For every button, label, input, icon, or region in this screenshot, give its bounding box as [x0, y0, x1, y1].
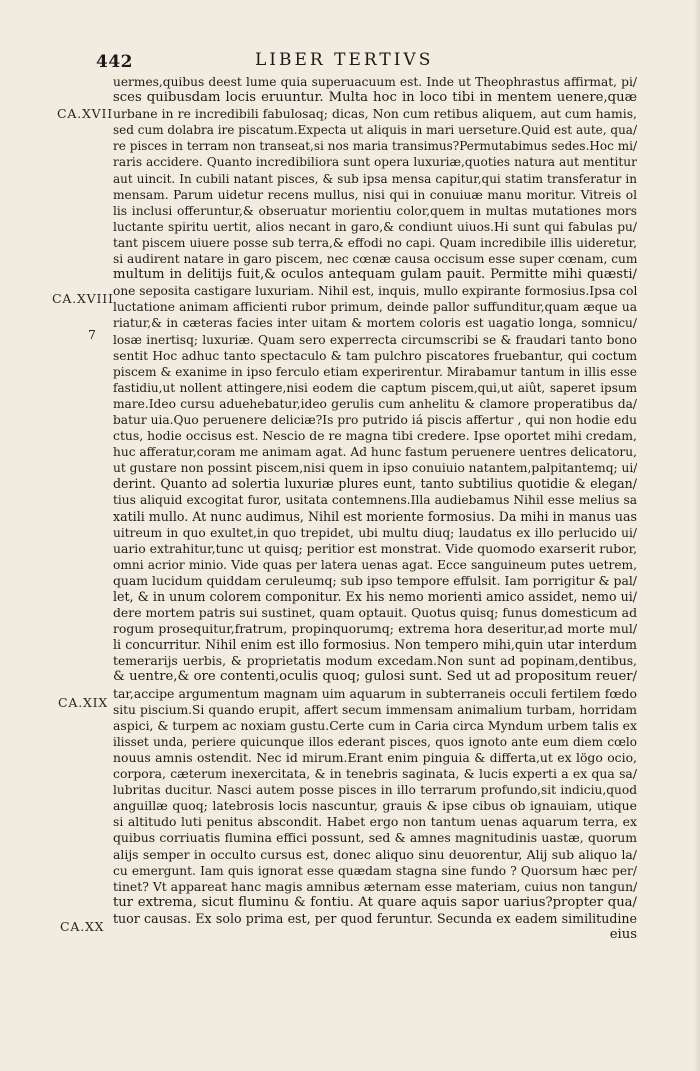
text-line: rogum prosequitur,fratrum, propinquorumq; extrema hora deseritur,ad morte mul/ [113, 621, 637, 637]
text-line: tant piscem uiuere posse sub terra,& effodi no capi. Quam incredibile illis uideretur, [113, 235, 637, 250]
text-line: xatili mullo. At nunc audimus, Nihil est moriente formosius. Da mihi in manus uas [113, 508, 637, 524]
text-line: corpora, cæterum inexercitata, & in tenebris saginata, & lucis experti a ex qua sa/ [113, 766, 637, 782]
text-line: mare.Ideo cursu aduehebatur,ideo gerulis cum anhelitu & clamore properatibus da/ [113, 396, 637, 411]
text-line: quibus corriuatis flumina effici possunt, sed & amnes magnitudinis uastæ, quorum [113, 830, 637, 846]
text-line: piscem & exanime in ipso ferculo etiam experirentur. Mirabamur tantum in illis esse [113, 364, 637, 379]
text-line: urbane in re incredibili fabulosaq; dicas, Non cum retibus aliquem, aut cum hamis, [113, 106, 637, 122]
text-line: fastidiu,ut nollent attingere,nisi eodem die captum piscem,qui,ut aiût, saperet ipsum [113, 380, 637, 395]
text-line: uitreum in quo exultet,in quo trepidet, ubi multu diuq; laudatus ex illo perlucido ui/ [113, 525, 637, 540]
text-line: situ piscium.Si quando erupit, affert secum immensam animalium turbam, horridam [113, 702, 637, 717]
text-line: tius aliquid excogitat furor, usitata contemnens.Illa audiebamus Nihil esse melius sa [113, 493, 637, 508]
text-line: si audirent natare in garo piscem, nec cœnæ causa occisum esse super cœnam, cum [113, 252, 637, 267]
text-line: sces quibusdam locis eruuntur. Multa hoc in loco tibi in mentem uenere,quæ [113, 90, 637, 106]
text-line: let, & in unum colorem componitur. Ex his nemo morienti amico assidet, nemo ui/ [113, 589, 637, 604]
text-line: nouus amnis ostendit. Nec id mirum.Erant enim pinguia & differta,ut ex lögo ocio, [113, 749, 637, 765]
text-line: luctante spiritu uertit, alios necant in garo,& condiunt uiuos.Hi sunt qui fabulas pu/ [113, 219, 637, 234]
text-line: sentit Hoc adhuc tanto spectaculo & tam pulchro piscatores fruebantur, qui coctum [113, 348, 637, 363]
text-line: tinet? Vt appareat hanc magis amnibus æternam esse materiam, cuius non tangun/ [113, 878, 637, 894]
text-line: aspici, & turpem ac noxiam gustu.Certe cum in Caria circa Myndum urbem talis ex [113, 717, 637, 733]
margin-chapter-17: CA.XVII [57, 106, 113, 121]
text-line: re pisces in terram non transeat,si nos maria transimus?Permutabimus sedes.Hoc mi/ [113, 139, 637, 154]
text-line: huc afferatur,coram me animam agat. Ad hunc fastum peruenere uentres delicatoru, [113, 445, 637, 460]
text-line: si altitudo luti penitus abscondit. Habet ergo non tantum uenas aquarum terra, ex [113, 814, 637, 830]
text-line: losæ inertisq; luxuriæ. Quam sero experrecta circumscribi se & fraudari tanto bono [113, 332, 637, 347]
text-line: lubritas ducitur. Nasci autem posse pisces in illo terrarum profundo,sit indiciu,quod [113, 783, 637, 798]
margin-chapter-19: CA.XIX [58, 695, 109, 710]
text-line: omni acrior minio. Vide quas per latera uenas agat. Ecce sanguineum putes uetrem, [113, 557, 637, 572]
text-line: tar,accipe argumentum magnam uim aquarum in subterraneis occuli fertilem fœdo [113, 685, 637, 701]
margin-note-7: 7 [88, 327, 97, 342]
text-line: aut uincit. In cubili natant pisces, & sub ipsa mensa capitur,qui statim transferatur in [113, 171, 637, 186]
text-line: riatur,& in cæteras facies inter uitam & mortem coloris est uagatio longa, somnicu/ [113, 316, 637, 331]
text-line: tur extrema, sicut fluminu & fontiu. At quare aquis sapor uarius?propter qua/ [113, 894, 637, 910]
text-line: batur uia.Quo peruenere deliciæ?Is pro putrido iá piscis affertur , qui non hodie edu [113, 412, 637, 427]
text-line: & uentre,& ore contenti,oculis quoq; gulosi sunt. Sed ut ad propositum reuer/ [113, 669, 637, 685]
text-line: sed cum dolabra ire piscatum.Expecta ut aliquis in mari uerseture.Quid est aute, qua/ [113, 123, 637, 138]
text-line: ilisset unda, periere quicunque illos ederant pisces, quos ignoto ante eum diem cœlo [113, 734, 637, 749]
text-line: uermes,quibus deest lume quia superuacuum est. Inde ut Theophrastus affirmat, pi/ [113, 75, 637, 89]
text-line: tuor causas. Ex solo prima est, per quod feruntur. Secunda ex eadem similitudine [113, 910, 637, 926]
text-line: cu emergunt. Iam quis ignorat esse quædam stagna sine fundo ? Quorsum hæc per/ [113, 863, 637, 878]
text-line: luctatione animam afficienti rubor primum, deinde pallor suffunditur,quam æque ua [113, 300, 637, 315]
margin-chapter-18: CA.XVIII [52, 291, 114, 306]
text-line: ctus, hodie occisus est. Nescio de re magna tibi credere. Ipse oportet mihi credam, [113, 428, 637, 444]
text-line: multum in delitijs fuit,& oculos antequam gulam pauit. Permitte mihi quæsti/ [113, 267, 637, 283]
page-number: 442 [96, 52, 133, 72]
text-line: dere mortem patris sui sustinet, quam optauit. Quotus quisq; funus domesticum ad [113, 605, 637, 621]
text-line: mensam. Parum uidetur recens mullus, nisi qui in conuiuæ manu moritur. Vitreis ol [113, 187, 637, 202]
margin-chapter-20: CA.XX [60, 919, 105, 934]
text-line: one seposita castigare luxuriam. Nihil est, inquis, mullo expirante formosius.Ipsa col [113, 284, 637, 299]
text-line: raris accidere. Quanto incredibiliora sunt opera luxuriæ,quoties natura aut mentitur [113, 155, 637, 170]
text-line: temerarijs uerbis, & proprietatis modum excedam.Non sunt ad popinam,dentibus, [113, 653, 637, 669]
text-line: alijs semper in occulto cursus est, donec aliquo sinu deuorentur, Alij sub aliquo la/ [113, 846, 637, 862]
text-line: li concurritur. Nihil enim est illo formosius. Non tempero mihi,quin utar interdum [113, 637, 637, 653]
text-line: uario extrahitur,tunc ut quisq; peritior est monstrat. Vide quomodo exarserit rubor, [113, 540, 637, 556]
running-head: LIBER TERTIVS [255, 50, 434, 70]
text-line: lis inclusi offeruntur,& obseruatur morientiu color,quem in multas mutationes mors [113, 203, 637, 218]
text-line: ut gustare non possint piscem,nisi quem in ipso conuiuio natantem,palpitantemq; ui/ [113, 461, 637, 476]
text-line: eius [609, 926, 637, 942]
main-text-block [113, 74, 637, 943]
text-line: anguillæ quoq; latebrosis locis nascuntur, grauis & ipse cibus ob ignauiam, utique [113, 798, 637, 814]
text-line: derint. Quanto ad solertia luxuriæ plures eunt, tanto subtilius quotidie & elegan/ [113, 476, 637, 492]
text-line: quam lucidum quiddam ceruleumq; sub ipso tempore effulsit. Iam porrigitur & pal/ [113, 572, 637, 588]
page-edge-shadow [694, 0, 700, 1071]
